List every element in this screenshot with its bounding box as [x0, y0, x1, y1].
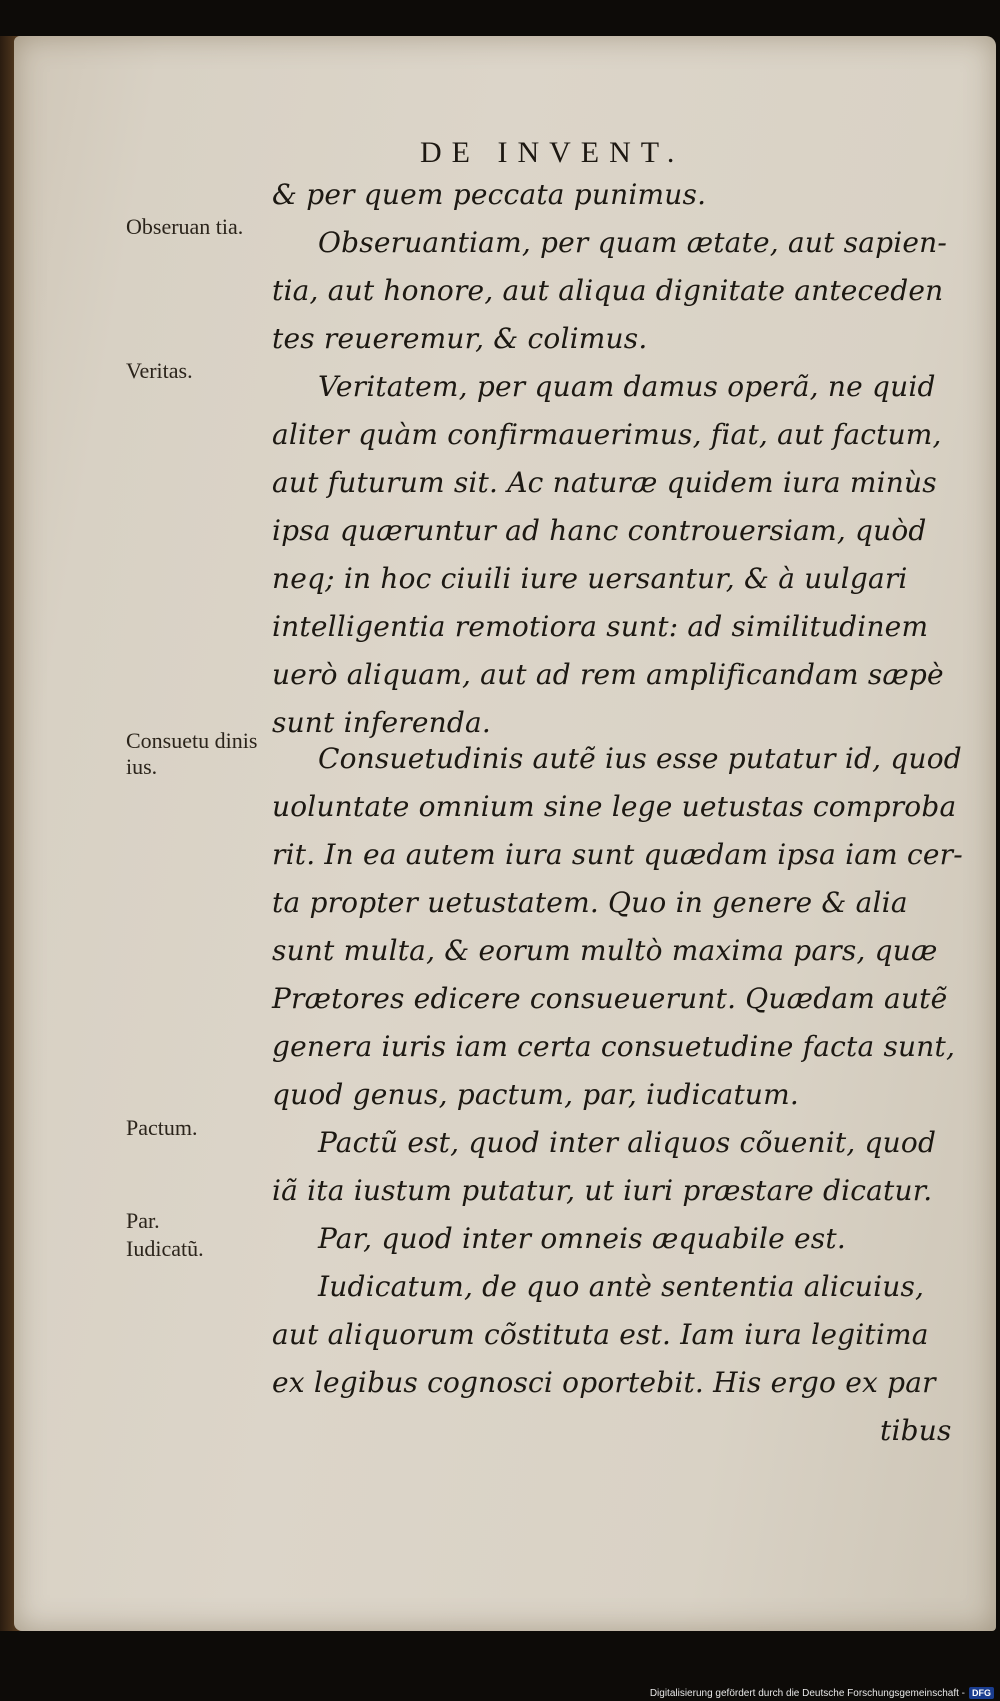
margin-note-veritas: Veritas.: [126, 358, 193, 383]
text-line: ta propter uetustatem. Quo in genere & alia: [272, 886, 908, 919]
text-line: aliter quàm confirmauerimus, fiat, aut factum,: [272, 418, 942, 451]
margin-note-iudicatum: Iudicatũ.: [126, 1236, 204, 1261]
text-line: quod genus, pactum, par, iudicatum.: [272, 1078, 800, 1111]
dfg-logo: DFG: [969, 1687, 994, 1699]
text-line: uerò aliquam, aut ad rem amplificandam sæpè: [272, 658, 944, 691]
text-line: aut futurum sit. Ac naturæ quidem iura minùs: [272, 466, 937, 499]
text-line: neq; in hoc ciuili iure uersantur, & à uulgari: [272, 562, 908, 595]
text-line: intelligentia remotiora sunt: ad similitudinem: [272, 610, 929, 643]
text-line: sunt inferenda.: [272, 706, 492, 739]
text-line: Obseruantiam, per quam ætate, aut sapien-: [318, 226, 948, 259]
text-line: ex legibus cognosci oportebit. His ergo ex par: [272, 1366, 936, 1399]
text-line: Par, quod inter omneis æquabile est.: [318, 1222, 846, 1255]
text-line: tia, aut honore, aut aliqua dignitate anteceden: [272, 274, 944, 307]
text-line: ipsa quæruntur ad hanc controuersiam, quòd: [272, 514, 927, 547]
margin-note-obseruantia: Obseruan tia.: [126, 214, 244, 239]
text-line: iã ita iustum putatur, ut iuri præstare dicatur.: [272, 1174, 933, 1207]
text-line: Prætores edicere consueuerunt. Quædam autẽ: [272, 982, 948, 1015]
digitization-credit: [650, 1687, 994, 1699]
text-line: Iudicatum, de quo antè sententia alicuius,: [318, 1270, 925, 1303]
text-line: uoluntate omnium sine lege uetustas comproba: [272, 790, 957, 823]
text-line: genera iuris iam certa consuetudine facta sunt,: [272, 1030, 956, 1063]
margin-note-consuetudinis: Consuetu dinis ius.: [126, 728, 258, 779]
catchword: tibus: [880, 1414, 952, 1447]
footer-text: Digitalisierung gefördert durch die Deutsche Forschungsgemeinschaft -: [649, 1687, 965, 1699]
text-line: rit. In ea autem iura sunt quædam ipsa iam cer-: [272, 838, 963, 871]
text-line: aut aliquorum cõstituta est. Iam iura legitima: [272, 1318, 929, 1351]
running-head: DE INVENT.: [420, 136, 685, 169]
text-line: tes reueremur, & colimus.: [272, 322, 648, 355]
text-line: Veritatem, per quam damus operã, ne quid: [318, 370, 936, 403]
text-line: Pactũ est, quod inter aliquos cõuenit, quod: [318, 1126, 937, 1159]
text-line: & per quem peccata punimus.: [272, 178, 707, 211]
text-line: Consuetudinis autẽ ius esse putatur id, quod: [318, 742, 962, 775]
margin-note-pactum: Pactum.: [126, 1115, 198, 1140]
margin-note-par: Par.: [126, 1208, 160, 1233]
text-line: sunt multa, & eorum multò maxima pars, quæ: [272, 934, 938, 967]
